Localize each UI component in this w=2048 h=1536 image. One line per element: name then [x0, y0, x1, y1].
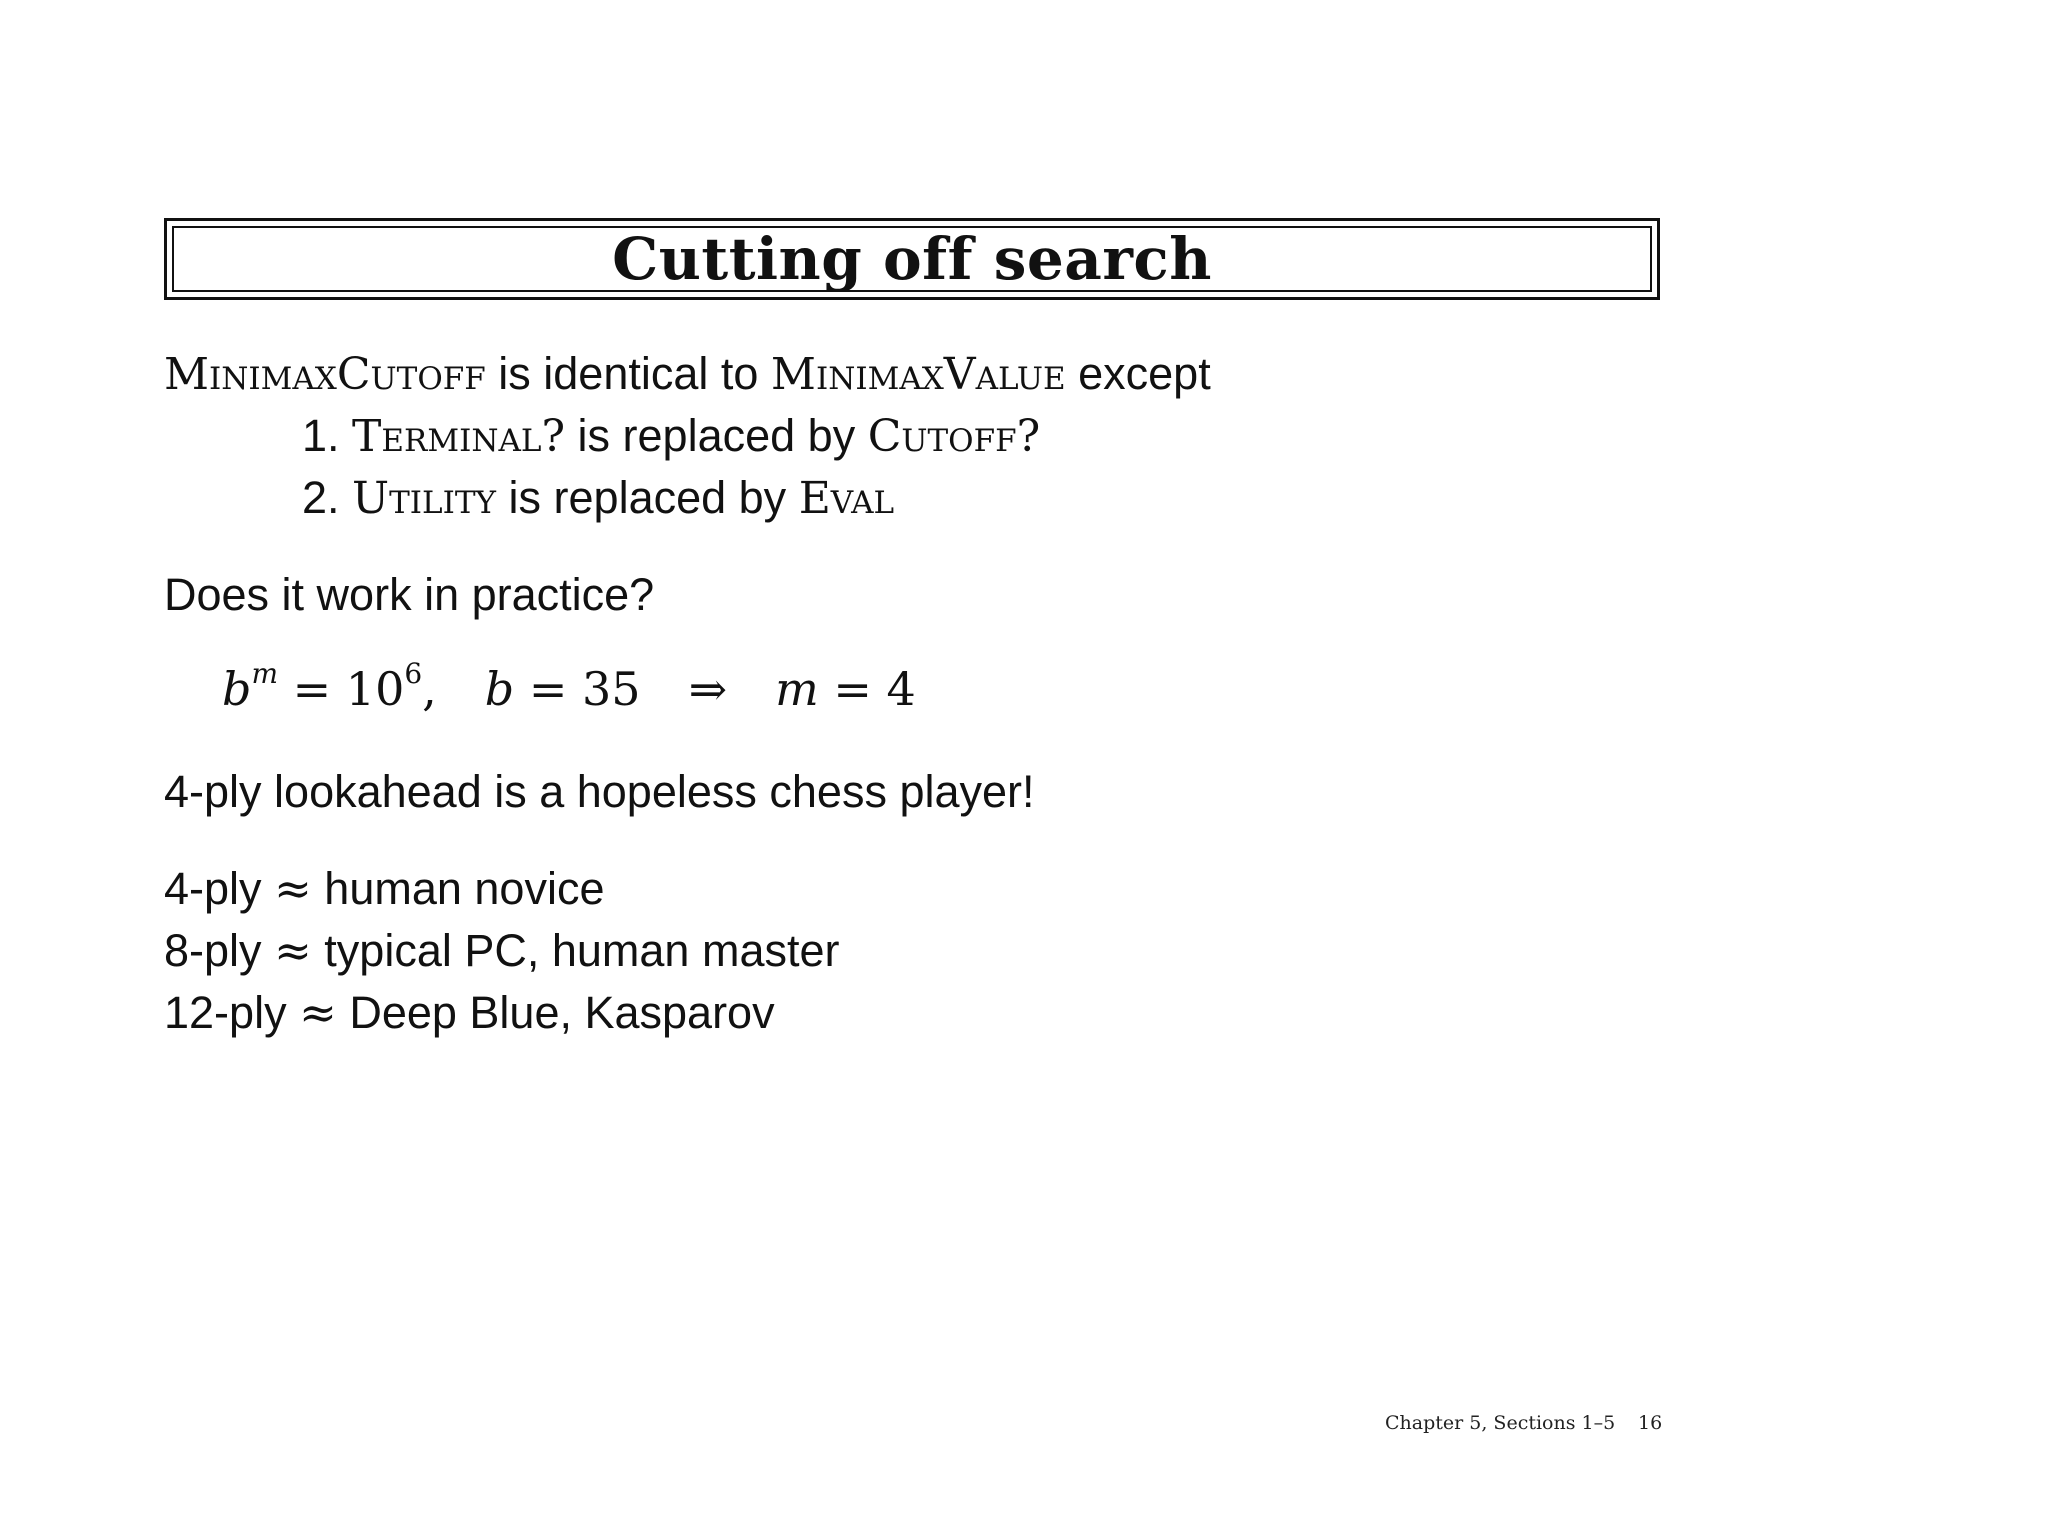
statement-line: 4-ply lookahead is a hopeless chess player!	[164, 766, 1035, 817]
list-item-number: 1.	[302, 410, 340, 461]
comparison-line	[164, 986, 775, 1039]
list-item-text: is replaced by	[496, 472, 799, 523]
formula-m-exponent: m	[251, 657, 279, 690]
footer-chapter: Chapter 5, Sections 1–5	[1385, 1412, 1616, 1434]
intro-line	[164, 348, 1211, 400]
comparison-line	[164, 862, 605, 915]
list-item-text: is replaced by	[565, 410, 868, 461]
approx-symbol: ≈	[299, 986, 337, 1039]
list-item-replacement: Cutoff?	[867, 411, 1041, 462]
formula-b: b	[222, 662, 252, 716]
title-frame-inner	[172, 226, 1652, 292]
intro-text-1: is identical to	[485, 348, 771, 399]
formula-exponent-6: 6	[404, 657, 423, 690]
minimax-value-term: MinimaxValue	[770, 349, 1066, 400]
branching-formula	[222, 657, 916, 716]
title-frame	[164, 218, 1660, 300]
implies-arrow: ⇒	[688, 662, 728, 716]
formula-eq3: = 4	[818, 662, 916, 716]
footer-page-number: 16	[1638, 1412, 1663, 1434]
intro-text-2: except	[1065, 348, 1211, 399]
comparison-desc: Deep Blue, Kasparov	[349, 987, 775, 1038]
list-item-replacement: Eval	[798, 473, 895, 524]
comparison-desc: human novice	[324, 863, 605, 914]
comparison-line	[164, 924, 840, 977]
formula-m2: m	[775, 662, 819, 716]
list-item-1	[302, 410, 1041, 462]
comparison-ply: 4-ply	[164, 863, 262, 914]
minimax-cutoff-term: MinimaxCutoff	[164, 349, 486, 400]
approx-symbol: ≈	[274, 924, 312, 977]
formula-eq1: = 10	[278, 662, 405, 716]
formula-b2: b	[484, 662, 515, 716]
list-item-term: Utility	[352, 473, 497, 524]
list-item-2	[302, 472, 895, 524]
comparison-ply: 12-ply	[164, 987, 287, 1038]
comparison-ply: 8-ply	[164, 925, 262, 976]
comparison-desc: typical PC, human master	[324, 925, 840, 976]
approx-symbol: ≈	[274, 862, 312, 915]
question-line: Does it work in practice?	[164, 569, 655, 620]
formula-eq2: = 35	[514, 662, 641, 716]
list-item-number: 2.	[302, 472, 340, 523]
slide-title: Cutting off search	[612, 225, 1212, 293]
formula-comma: ,	[422, 662, 437, 716]
list-item-term: Terminal?	[352, 411, 566, 462]
